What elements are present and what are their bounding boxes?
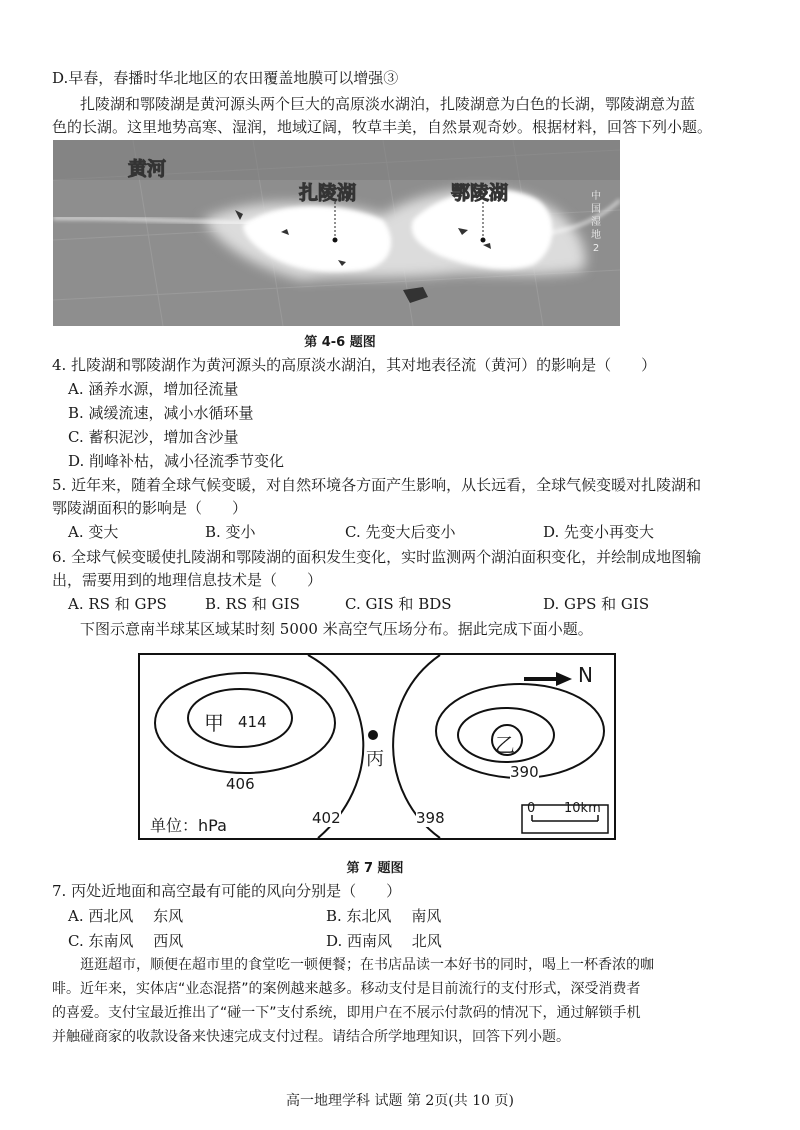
photo-watermark xyxy=(589,190,603,255)
page-footer: 高一地理学科 试题 第 2页(共 10 页) xyxy=(286,1093,514,1109)
watermark-char: 湿 xyxy=(591,217,601,228)
q5-stem-line1: 5. 近年来，随着全球气候变暖，对自然环境各方面产生影响，从长远看，全球气候变暖对扎陵湖和 xyxy=(52,476,702,494)
q5-option-a: A. 变大 xyxy=(68,523,119,541)
label-yi: 乙 xyxy=(495,733,515,757)
passage3-line4: 并触碰商家的收款设备来快速完成支付过程。请结合所学地理知识，回答下列小题。 xyxy=(52,1029,570,1045)
unit-label: 单位：hPa xyxy=(150,816,227,835)
watermark-char: 地 xyxy=(591,230,601,241)
passage1-line2: 色的长湖。这里地势高寒、湿润，地域辽阔，牧草丰美，自然景观奇妙。根据材料，回答下列小题。 xyxy=(52,118,713,136)
q7-stem: 7. 丙处近地面和高空最有可能的风向分别是（ ） xyxy=(52,882,402,900)
isobar-map xyxy=(138,653,616,840)
isobar-414: 414 xyxy=(238,713,267,731)
q5-option-c: C. 先变大后变小 xyxy=(345,523,456,541)
q5-option-d: D. 先变小再变大 xyxy=(543,523,655,541)
q7-option-c: C. 东南风 西风 xyxy=(68,932,184,950)
label-jia: 甲 xyxy=(204,711,224,735)
passage2: 下图示意南半球某区域某时刻 5000 米高空气压场分布。据此完成下面小题。 xyxy=(80,620,593,638)
isobar-406: 406 xyxy=(226,775,255,793)
q6-option-b: B. RS 和 GIS xyxy=(205,595,300,613)
label-yellow-river: 黄河 xyxy=(128,158,167,180)
q6-stem-line2: 出，需要用到的地理信息技术是（ ） xyxy=(52,571,323,589)
point-bing xyxy=(368,730,378,740)
q6-option-a: A. RS 和 GPS xyxy=(68,595,167,613)
q7-option-d: D. 西南风 北风 xyxy=(326,932,442,950)
lakes-photo xyxy=(53,140,620,326)
isobar-402: 402 xyxy=(312,809,341,827)
scale-length: 10km xyxy=(564,801,601,816)
passage3-line1: 逛逛超市，顺便在超市里的食堂吃一顿便餐；在书店品读一本好书的同时，喝上一杯香浓的咖 xyxy=(80,957,654,973)
isobar-390: 390 xyxy=(510,763,539,781)
intro-option-d: D.早春，春播时华北地区的农田覆盖地膜可以增强③ xyxy=(52,69,399,87)
q4-option-b: B. 减缓流速，减小水循环量 xyxy=(68,404,254,422)
q5-stem-line2: 鄂陵湖面积的影响是（ ） xyxy=(52,499,248,517)
q4-option-c: C. 蓄积泥沙，增加含沙量 xyxy=(68,428,239,446)
figure-caption-7: 第 7 题图 xyxy=(346,861,404,876)
q5-option-b: B. 变小 xyxy=(205,523,256,541)
q6-option-c: C. GIS 和 BDS xyxy=(345,595,452,613)
scale-zero: 0 xyxy=(527,801,536,816)
q4-option-d: D. 削峰补枯，减小径流季节变化 xyxy=(68,452,285,470)
watermark-char: 中 xyxy=(591,191,601,202)
label-zaling-lake: 扎陵湖 xyxy=(299,182,357,204)
q7-option-a: A. 西北风 东风 xyxy=(68,907,184,925)
north-label: N xyxy=(578,663,593,687)
passage3-line2: 啡。近年来，实体店“业态混搭”的案例越来越多。移动支付是目前流行的支付形式，深受消费者 xyxy=(52,981,641,997)
figure-caption-4-6: 第 4-6 题图 xyxy=(304,335,376,350)
q4-option-a: A. 涵养水源，增加径流量 xyxy=(68,380,239,398)
label-bing: 丙 xyxy=(366,745,384,771)
q6-option-d: D. GPS 和 GIS xyxy=(543,595,650,613)
isobar-398: 398 xyxy=(416,809,445,827)
label-eling-lake: 鄂陵湖 xyxy=(451,182,509,204)
q7-option-b: B. 东北风 南风 xyxy=(326,907,442,925)
passage3-line3: 的喜爱。支付宝最近推出了“碰一下”支付系统，即用户在不展示付款码的情况下，通过解锁手机 xyxy=(52,1005,641,1021)
q4-stem: 4. 扎陵湖和鄂陵湖作为黄河源头的高原淡水湖泊，其对地表径流（黄河）的影响是（ ） xyxy=(52,356,657,374)
q6-stem-line1: 6. 全球气候变暖使扎陵湖和鄂陵湖的面积发生变化，实时监测两个湖泊面积变化，并绘制成地图输 xyxy=(52,548,702,566)
passage1-line1: 扎陵湖和鄂陵湖是黄河源头两个巨大的高原淡水湖泊，扎陵湖意为白色的长湖，鄂陵湖意为蓝 xyxy=(80,95,696,113)
watermark-char: 2 xyxy=(592,243,600,254)
watermark-char: 国 xyxy=(591,204,601,215)
